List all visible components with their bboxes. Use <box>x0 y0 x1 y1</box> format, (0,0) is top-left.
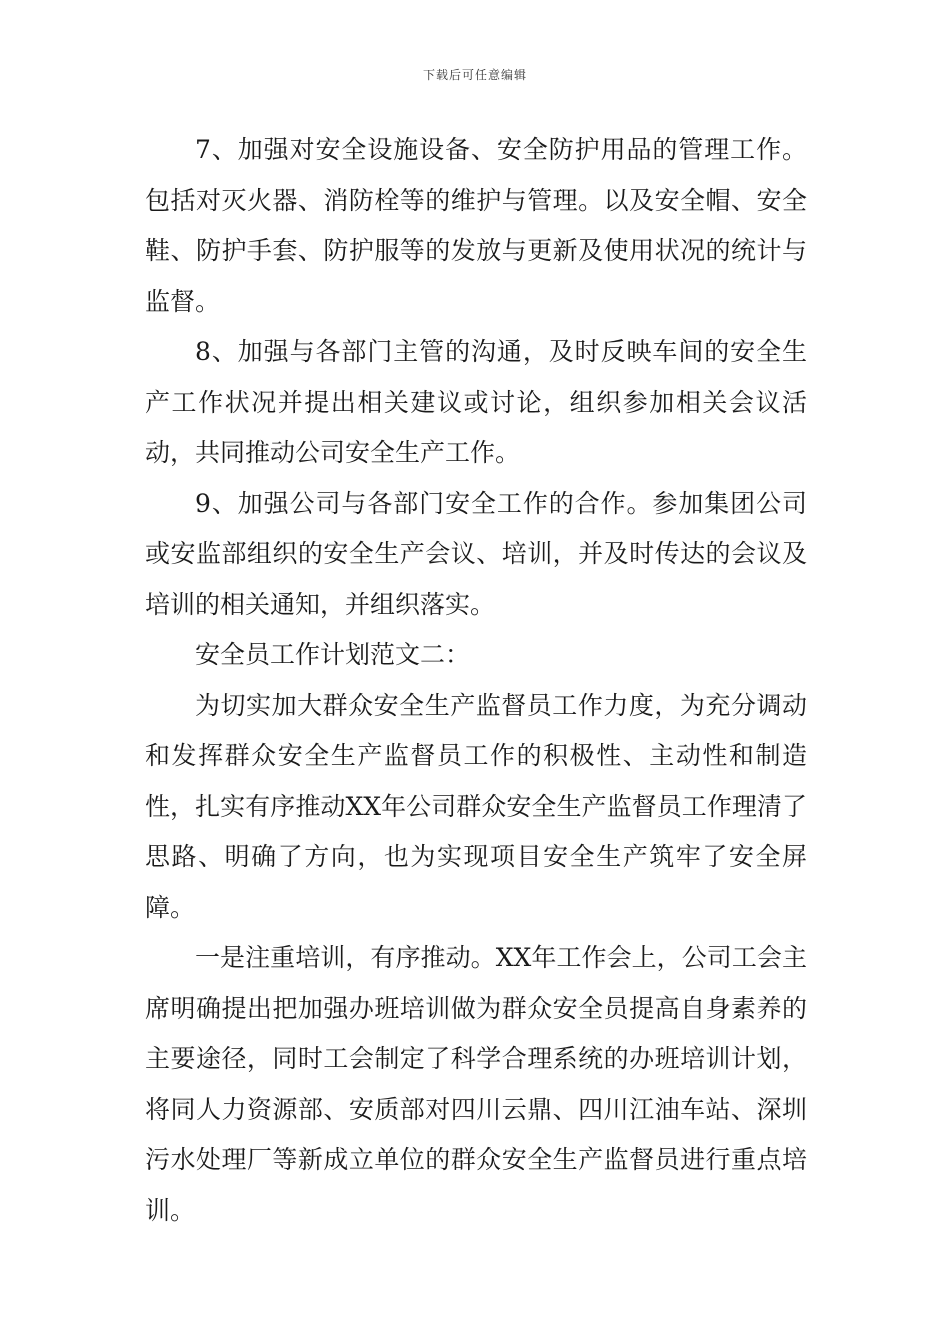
paragraph-item-9: 9、加强公司与各部门安全工作的合作。参加集团公司或安监部组织的安全生产会议、培训，并及时传达的会议及培训的相关通知，并组织落实。 <box>145 488 807 619</box>
page-header-note: 下载后可任意编辑 <box>422 68 527 82</box>
document-body <box>145 125 807 1236</box>
paragraph-item-7: 7、加强对安全设施设备、安全防护用品的管理工作。包括对灭火器、消防栓等的维护与管理。以及安全帽、安全鞋、防护手套、防护服等的发放与更新及使用状况的统计与监督。 <box>145 135 807 316</box>
section-heading-sample-two: 安全员工作计划范文二： <box>195 640 471 669</box>
paragraph-point-one: 一是注重培训，有序推动。XX年工作会上，公司工会主席明确提出把加强办班培训做为群众安全员提高自身素养的主要途径，同时工会制定了科学合理系统的办班培训计划，将同人力资源部、安质部对四川云鼎、四川江油车站、深圳污水处理厂等新成立单位的群众安全生产监督员进行重点培训。 <box>145 943 807 1225</box>
paragraph-item-8: 8、加强与各部门主管的沟通，及时反映车间的安全生产工作状况并提出相关建议或讨论，组织参加相关会议活动，共同推动公司安全生产工作。 <box>145 337 807 467</box>
paragraph-intro: 为切实加大群众安全生产监督员工作力度，为充分调动和发挥群众安全生产监督员工作的积极性、主动性和制造性，扎实有序推动XX年公司群众安全生产监督员工作理清了思路、明确了方向，也为实现项目安全生产筑牢了安全屏障。 <box>145 690 807 922</box>
